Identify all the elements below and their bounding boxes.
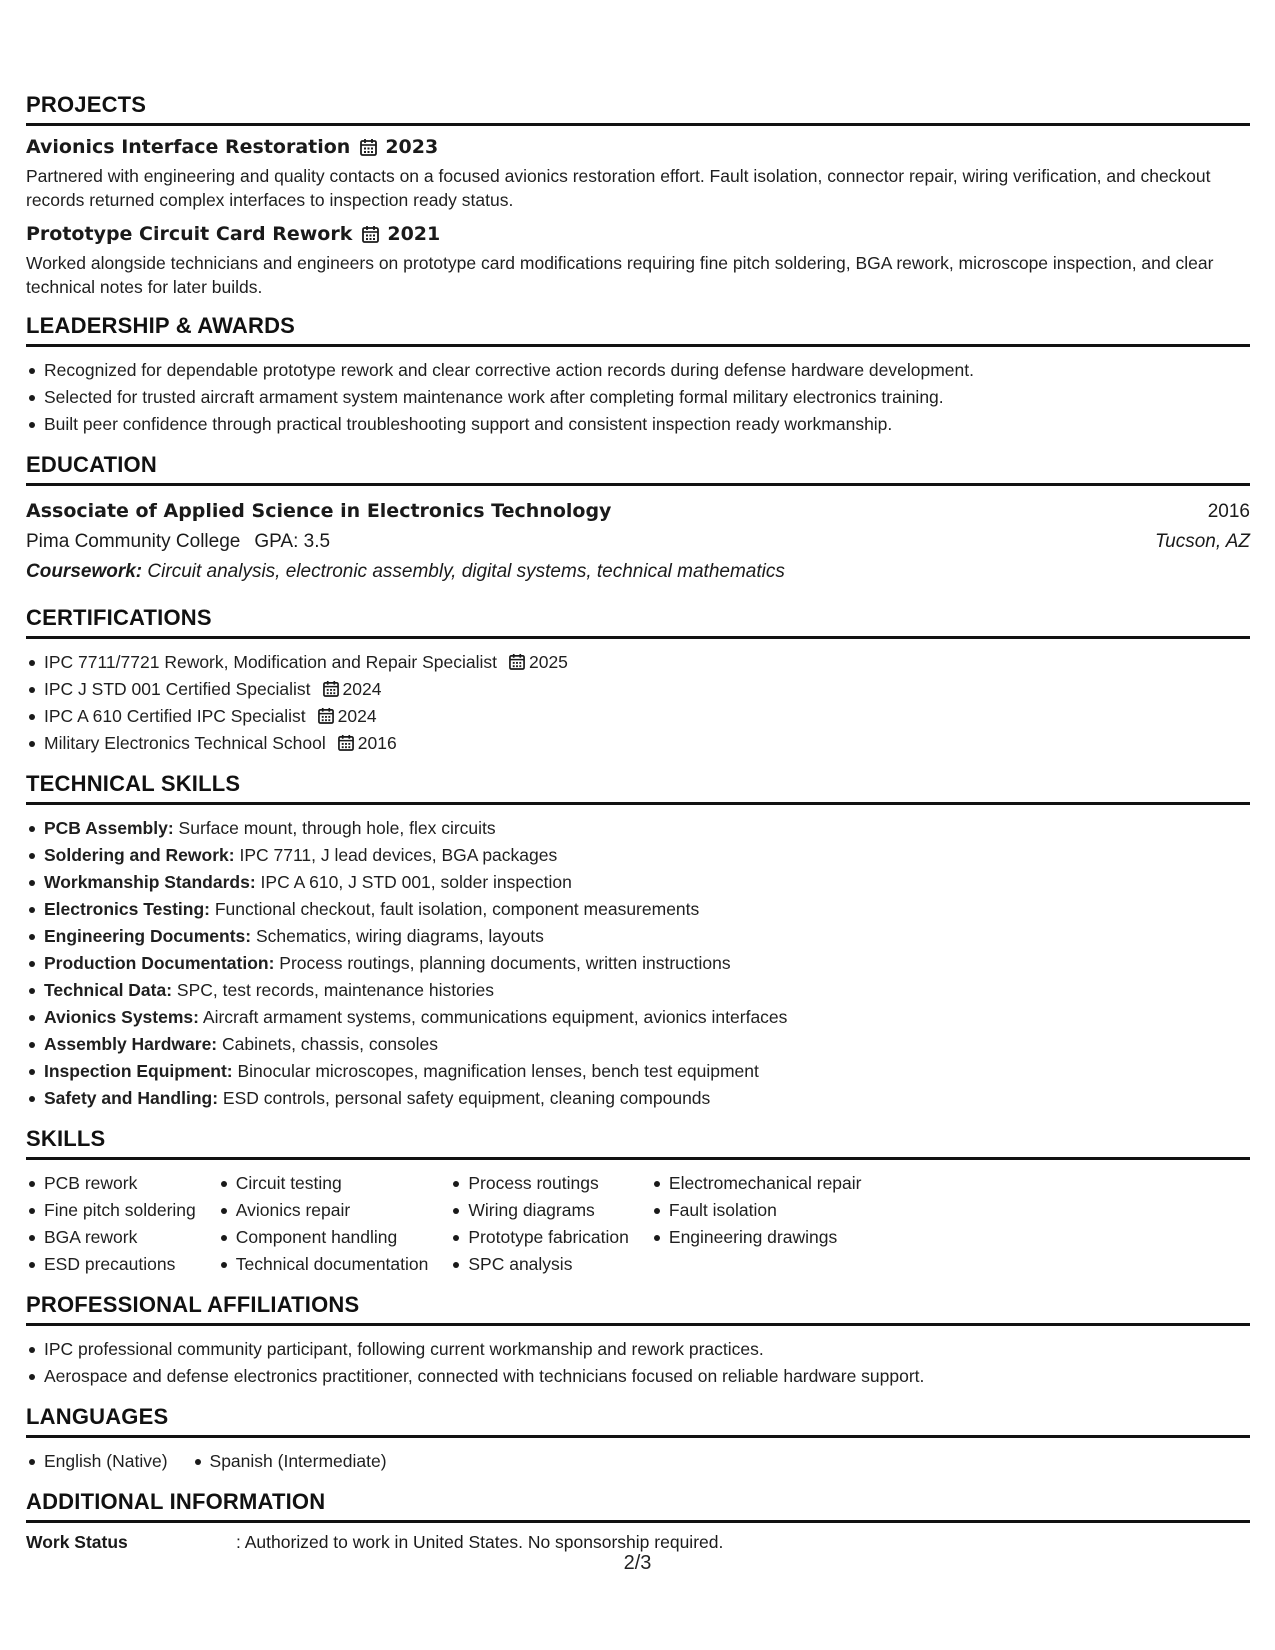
list-item xyxy=(44,730,1250,757)
skills-column xyxy=(450,1170,629,1278)
project-name: Avionics Interface Restoration xyxy=(26,136,351,158)
gpa: GPA: 3.5 xyxy=(254,531,331,552)
list-item xyxy=(44,815,1250,842)
list-item xyxy=(44,676,1250,703)
project-item xyxy=(26,223,1250,299)
school-location: Tucson, AZ xyxy=(1154,531,1250,552)
calendar-icon xyxy=(360,138,377,156)
list-item xyxy=(44,923,1250,950)
skill-label: Safety and Handling: xyxy=(44,1088,219,1108)
list-item: PCB rework xyxy=(44,1170,196,1197)
skill-value: IPC A 610, J STD 001, solder inspection xyxy=(260,872,572,892)
work-status-label: Work Status xyxy=(26,1532,128,1552)
projects-section xyxy=(26,92,1250,299)
skill-value: IPC 7711, J lead devices, BGA packages xyxy=(239,845,558,865)
technical-skills-list xyxy=(26,815,1250,1112)
language-item: English (Native) xyxy=(44,1448,168,1475)
certifications-list xyxy=(26,649,1250,757)
section-title-projects: PROJECTS xyxy=(26,92,1250,126)
project-name: Prototype Circuit Card Rework xyxy=(26,223,353,245)
list-item: Process routings xyxy=(468,1170,629,1197)
coursework-label: Coursework: xyxy=(26,561,143,582)
certification-name: IPC J STD 001 Certified Specialist xyxy=(44,679,311,699)
skill-value: Functional checkout, fault isolation, component measurements xyxy=(214,899,700,919)
skill-label: PCB Assembly: xyxy=(44,818,174,838)
additional-info-section xyxy=(26,1489,1250,1556)
skill-label: Production Documentation: xyxy=(44,953,275,973)
list-item xyxy=(44,1058,1250,1085)
list-item: Recognized for dependable prototype rework and clear corrective action records during defense hardware development. xyxy=(44,357,1250,384)
list-item: Wiring diagrams xyxy=(468,1197,629,1224)
list-item xyxy=(44,703,1250,730)
skill-value: Cabinets, chassis, consoles xyxy=(222,1034,438,1054)
skill-label: Inspection Equipment: xyxy=(44,1061,233,1081)
skills-column xyxy=(26,1170,196,1278)
list-item xyxy=(44,842,1250,869)
certification-name: Military Electronics Technical School xyxy=(44,733,326,753)
calendar-icon xyxy=(318,707,334,724)
skill-label: Soldering and Rework: xyxy=(44,845,235,865)
resume-page xyxy=(26,92,1250,1570)
list-item: Component handling xyxy=(236,1224,429,1251)
calendar-icon xyxy=(362,225,379,243)
skill-value: SPC, test records, maintenance histories xyxy=(176,980,495,1000)
skill-value: Aircraft armament systems, communications equipment, avionics interfaces xyxy=(202,1007,788,1027)
list-item: ESD precautions xyxy=(44,1251,196,1278)
list-item: Fault isolation xyxy=(669,1197,862,1224)
list-item: Aerospace and defense electronics practitioner, connected with technicians focused on reliable hardware support. xyxy=(44,1363,1250,1390)
list-item: Prototype fabrication xyxy=(468,1224,629,1251)
certification-year: 2016 xyxy=(357,733,397,753)
work-status-value: : Authorized to work in United States. No sponsorship required. xyxy=(236,1532,724,1552)
list-item xyxy=(44,649,1250,676)
technical-skills-section xyxy=(26,771,1250,1112)
skill-label: Workmanship Standards: xyxy=(44,872,256,892)
list-item: Fine pitch soldering xyxy=(44,1197,196,1224)
project-description: Partnered with engineering and quality contacts on a focused avionics restoration effort. Fault isolation, connector repair, wiring verification, and checkout records returned complex interfaces to inspection ready status. xyxy=(26,166,1211,210)
section-title-education: EDUCATION xyxy=(26,452,1250,486)
affiliations-list xyxy=(26,1336,1250,1390)
list-item xyxy=(44,1085,1250,1112)
skill-label: Technical Data: xyxy=(44,980,173,1000)
certification-year: 2024 xyxy=(337,706,377,726)
certification-name: IPC A 610 Certified IPC Specialist xyxy=(44,706,306,726)
list-item xyxy=(44,950,1250,977)
skill-value: ESD controls, personal safety equipment, cleaning compounds xyxy=(222,1088,711,1108)
page-number: 2/3 xyxy=(623,1552,652,1574)
list-item: Built peer confidence through practical troubleshooting support and consistent inspection ready workmanship. xyxy=(44,411,1250,438)
section-title-languages: LANGUAGES xyxy=(26,1404,1250,1438)
list-item: Engineering drawings xyxy=(669,1224,862,1251)
coursework-text: Circuit analysis, electronic assembly, digital systems, technical mathematics xyxy=(147,561,785,582)
degree-name: Associate of Applied Science in Electronics Technology xyxy=(26,500,612,522)
list-item: Technical documentation xyxy=(236,1251,429,1278)
certifications-section xyxy=(26,605,1250,757)
list-item: Avionics repair xyxy=(236,1197,429,1224)
skills-column xyxy=(218,1170,429,1278)
list-item xyxy=(44,896,1250,923)
section-title-affiliations: PROFESSIONAL AFFILIATIONS xyxy=(26,1292,1250,1326)
calendar-icon xyxy=(509,653,525,670)
languages-section xyxy=(26,1404,1250,1475)
skill-label: Electronics Testing: xyxy=(44,899,210,919)
list-item xyxy=(44,1031,1250,1058)
skill-label: Assembly Hardware: xyxy=(44,1034,218,1054)
skills-section xyxy=(26,1126,1250,1278)
leadership-section xyxy=(26,313,1250,438)
project-year: 2023 xyxy=(385,136,439,158)
skill-value: Binocular microscopes, magnification lenses, bench test equipment xyxy=(237,1061,759,1081)
project-item xyxy=(26,136,1250,212)
list-item xyxy=(44,977,1250,1004)
certification-year: 2025 xyxy=(528,652,568,672)
project-year: 2021 xyxy=(387,223,441,245)
calendar-icon xyxy=(323,680,339,697)
school-name: Pima Community College xyxy=(26,531,241,552)
skills-column xyxy=(651,1170,862,1278)
list-item: Circuit testing xyxy=(236,1170,429,1197)
section-title-additional: ADDITIONAL INFORMATION xyxy=(26,1489,1250,1523)
skill-value: Process routings, planning documents, written instructions xyxy=(279,953,731,973)
education-section xyxy=(26,452,1250,587)
skill-label: Engineering Documents: xyxy=(44,926,252,946)
list-item: BGA rework xyxy=(44,1224,196,1251)
skill-value: Schematics, wiring diagrams, layouts xyxy=(255,926,544,946)
section-title-technical-skills: TECHNICAL SKILLS xyxy=(26,771,1250,805)
certification-name: IPC 7711/7721 Rework, Modification and Repair Specialist xyxy=(44,652,497,672)
section-title-certifications: CERTIFICATIONS xyxy=(26,605,1250,639)
list-item xyxy=(44,869,1250,896)
graduation-year: 2016 xyxy=(1207,501,1250,522)
section-title-leadership: LEADERSHIP & AWARDS xyxy=(26,313,1250,347)
list-item: Selected for trusted aircraft armament system maintenance work after completing formal military electronics training. xyxy=(44,384,1250,411)
project-description: Worked alongside technicians and engineers on prototype card modifications requiring fine pitch soldering, BGA rework, microscope inspection, and clear technical notes for later builds. xyxy=(26,253,1214,297)
leadership-list xyxy=(26,357,1250,438)
skill-value: Surface mount, through hole, flex circuits xyxy=(178,818,496,838)
skills-columns xyxy=(26,1170,1250,1278)
list-item xyxy=(44,1004,1250,1031)
certification-year: 2024 xyxy=(342,679,382,699)
calendar-icon xyxy=(338,734,354,751)
affiliations-section xyxy=(26,1292,1250,1390)
list-item: IPC professional community participant, following current workmanship and rework practices. xyxy=(44,1336,1250,1363)
list-item: SPC analysis xyxy=(468,1251,629,1278)
list-item: Electromechanical repair xyxy=(669,1170,862,1197)
coursework xyxy=(26,557,1250,587)
language-item: Spanish (Intermediate) xyxy=(210,1448,387,1475)
section-title-skills: SKILLS xyxy=(26,1126,1250,1160)
skill-label: Avionics Systems: xyxy=(44,1007,199,1027)
